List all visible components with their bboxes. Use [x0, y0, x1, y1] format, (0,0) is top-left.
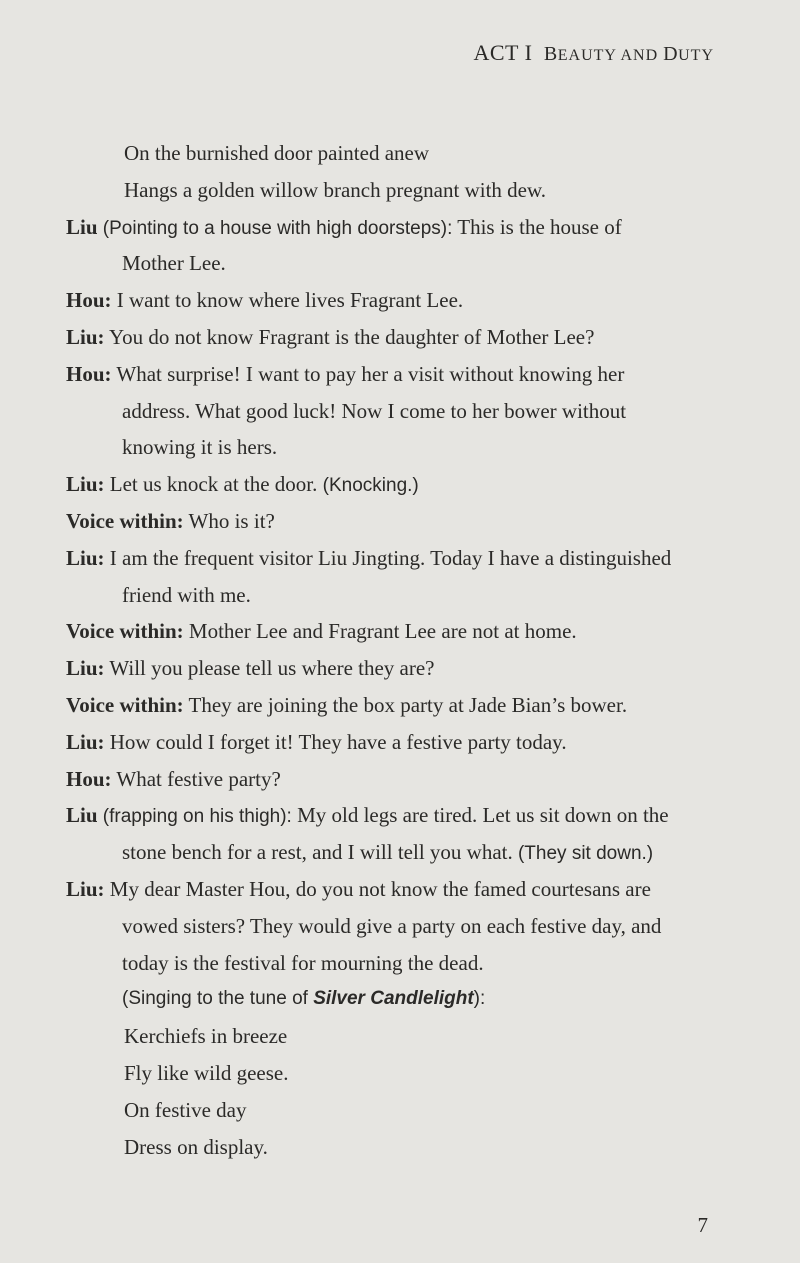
stage-direction: (Pointing to a house with high doorsteps): — [102, 217, 453, 239]
dialogue-line — [66, 687, 716, 724]
dialogue-line — [66, 797, 716, 834]
verse-line: On festive day — [124, 1097, 247, 1122]
header-title-initial: B — [543, 43, 558, 65]
speaker-name: Voice within: — [66, 619, 184, 644]
dialogue-text: Will you please tell us where they are? — [109, 656, 435, 681]
header-act: ACT I — [473, 40, 533, 65]
speaker-name: Liu: — [66, 472, 105, 497]
dialogue-text: Mother Lee and Fragrant Lee are not at home. — [188, 619, 577, 644]
speaker-name: Hou: — [66, 766, 112, 791]
singing-stage-direction — [66, 981, 716, 1018]
dialogue-continuation — [66, 834, 716, 871]
header-title-rest: EAUTY AND — [557, 47, 664, 64]
speaker-name: Liu — [66, 214, 98, 239]
dialogue-line — [66, 724, 716, 761]
running-header — [473, 40, 714, 66]
verse-line: Fly like wild geese. — [124, 1060, 289, 1085]
stage-direction-text: (Singing to the tune of — [122, 988, 314, 1010]
dialogue-continuation: address. What good luck! Now I come to her bower without — [122, 398, 627, 423]
dialogue-text: What festive party? — [116, 766, 281, 791]
speaker-name: Liu: — [66, 876, 105, 901]
dialogue-text: They are joining the box party at Jade Bian’s bower. — [188, 692, 628, 717]
dialogue-continuation: today is the festival for mourning the dead. — [122, 950, 484, 975]
script-body — [66, 135, 716, 1165]
dialogue-line — [66, 209, 716, 246]
dialogue-text: My old legs are tired. Let us sit down on the — [297, 803, 669, 828]
dialogue-line — [66, 650, 716, 687]
speaker-name: Hou: — [66, 288, 112, 313]
dialogue-text: How could I forget it! They have a festive party today. — [109, 729, 567, 754]
dialogue-continuation: friend with me. — [122, 582, 251, 607]
stage-direction: (frapping on his thigh): — [102, 806, 292, 828]
dialogue-continuation: vowed sisters? They would give a party on each festive day, and — [122, 913, 662, 938]
dialogue-text: Who is it? — [188, 508, 275, 533]
tune-name: Silver Candlelight — [313, 988, 474, 1010]
dialogue-line — [66, 282, 716, 319]
dialogue-text: What surprise! I want to pay her a visit without knowing her — [116, 361, 625, 386]
dialogue-text: I want to know where lives Fragrant Lee. — [116, 288, 464, 313]
dialogue-text: Let us knock at the door. — [109, 472, 318, 497]
dialogue-text: This is the house of — [457, 214, 622, 239]
speaker-name: Hou: — [66, 361, 112, 386]
speaker-name: Liu — [66, 803, 98, 828]
dialogue-line — [66, 319, 716, 356]
verse-line: Dress on display. — [124, 1134, 268, 1159]
stage-direction: (They sit down.) — [517, 843, 654, 865]
speaker-name: Liu: — [66, 324, 105, 349]
dialogue-line — [66, 540, 716, 577]
speaker-name: Liu: — [66, 729, 105, 754]
dialogue-text: stone bench for a rest, and I will tell you what. — [122, 840, 513, 865]
verse-line: Kerchiefs in breeze — [124, 1024, 288, 1049]
dialogue-line — [66, 871, 716, 908]
verse-line: Hangs a golden willow branch pregnant with dew. — [124, 177, 547, 202]
stage-direction-text: ): — [473, 988, 486, 1010]
dialogue-line — [66, 466, 716, 503]
dialogue-continuation: Mother Lee. — [122, 251, 226, 276]
dialogue-continuation: knowing it is hers. — [122, 435, 278, 460]
speaker-name: Voice within: — [66, 508, 184, 533]
dialogue-line — [66, 761, 716, 798]
speaker-name: Liu: — [66, 545, 105, 570]
dialogue-line — [66, 356, 716, 393]
dialogue-line — [66, 613, 716, 650]
speaker-name: Liu: — [66, 656, 105, 681]
header-title-rest-2: UTY — [678, 47, 714, 64]
stage-direction: (Knocking.) — [322, 475, 419, 497]
dialogue-line — [66, 503, 716, 540]
page-number: 7 — [697, 1213, 708, 1237]
dialogue-text: You do not know Fragrant is the daughter of Mother Lee? — [109, 324, 595, 349]
dialogue-text: My dear Master Hou, do you not know the famed courtesans are — [109, 876, 651, 901]
speaker-name: Voice within: — [66, 692, 184, 717]
verse-line: On the burnished door painted anew — [124, 141, 430, 165]
header-title-initial-2: D — [663, 43, 679, 65]
dialogue-text: I am the frequent visitor Liu Jingting. Today I have a distinguished — [109, 545, 672, 570]
